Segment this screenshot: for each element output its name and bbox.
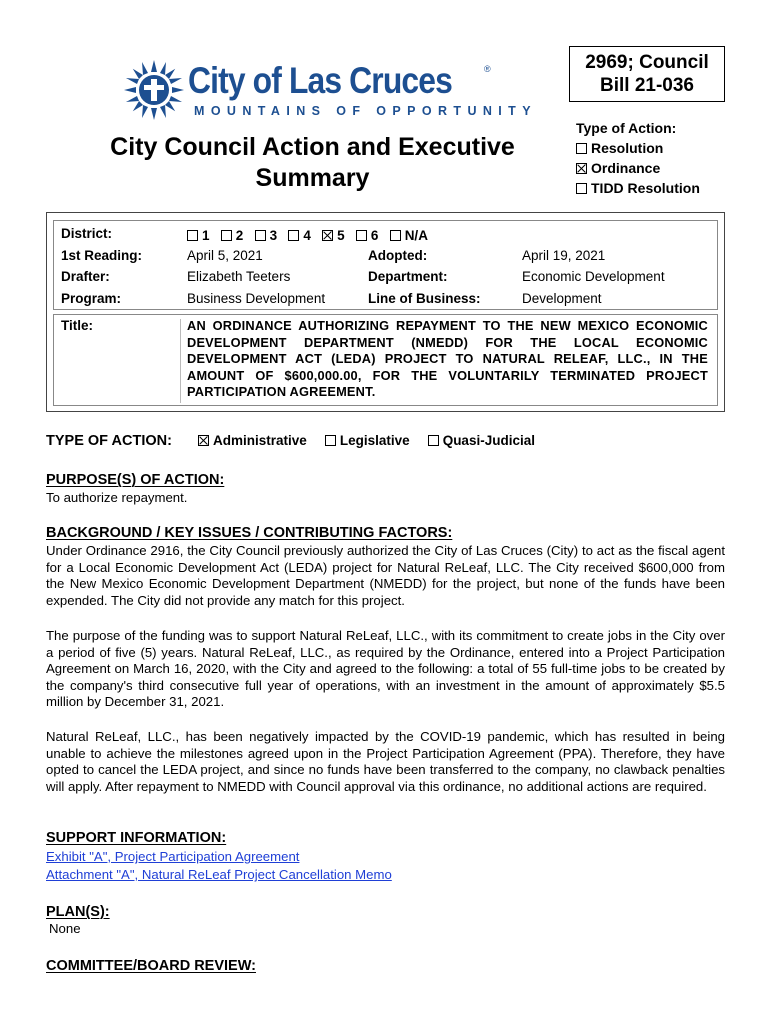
purpose-heading: PURPOSE(S) OF ACTION: [46,472,225,488]
type-of-action-row [46,433,535,449]
first-reading-label: 1st Reading: [61,248,143,263]
type-of-action-label: TYPE OF ACTION: [46,433,172,449]
sun-cross-icon [122,58,186,122]
checkbox-icon [576,183,587,194]
title-value: AN ORDINANCE AUTHORIZING REPAYMENT TO THE NEW MEXICO ECONOMIC DEVELOPMENT DEPARTMENT (NMEDD) FOR THE LOCAL ECONOMIC DEVELOPMENT ACT (LEDA) PROJECT TO NATURAL RELEAF, LLC., IN THE AMOUNT OF $600,000.00, FOR THE VOLUNTARILY TERMINATED PROJECT PARTICIPATION AGREEMENT. [187,318,708,399]
plans-text: None [49,921,81,936]
background-para-2: The purpose of the funding was to support Natural ReLeaf, LLC., with its commitment to create jobs in the City over a period of five (5) years. Natural ReLeaf, LLC., as required by the Ordinance, entered into a Project Participation Agreement on March 16, 2020, with the City and agreed to the following: a total of 55 full-time jobs to be created by the company's third consecutive full year of operations, with an investment in the amount of approximately $5.5 million by December 31, 2021. [46,628,725,709]
committee-heading: COMMITTEE/BOARD REVIEW: [46,958,256,974]
district-6[interactable]: 6 [356,228,379,243]
purpose-text: To authorize repayment. [46,490,188,505]
adopted-value: April 19, 2021 [522,248,606,263]
type-quasi-judicial[interactable]: Quasi-Judicial [428,433,535,448]
line-of-business-label: Line of Business: [368,291,481,306]
title-label: Title: [61,318,94,333]
header-action-type [576,118,700,198]
background-heading: BACKGROUND / KEY ISSUES / CONTRIBUTING FACTORS: [46,525,453,541]
support-heading: SUPPORT INFORMATION: [46,830,227,846]
checkbox-checked-icon [576,163,587,174]
page-title-line1: City Council Action and Executive [110,133,515,161]
district-4[interactable]: 4 [288,228,311,243]
action-option-ordinance[interactable]: Ordinance [576,158,700,178]
type-legislative[interactable]: Legislative [325,433,410,448]
drafter-label: Drafter: [61,269,110,284]
plans-heading: PLAN(S): [46,904,110,920]
action-option-resolution[interactable]: Resolution [576,138,700,158]
exhibit-a-link[interactable]: Exhibit "A", Project Participation Agreement [46,849,300,864]
action-option-tidd[interactable]: TIDD Resolution [576,178,700,198]
type-administrative[interactable]: Administrative [198,433,307,448]
first-reading-value: April 5, 2021 [187,248,263,263]
page-title-line2: Summary [255,164,370,192]
district-1[interactable]: 1 [187,228,210,243]
program-label: Program: [61,291,122,306]
bill-number-box [569,46,725,102]
bill-line1: 2969; Council [585,52,709,73]
city-logo [122,58,537,122]
bill-line2: Bill 21-036 [600,75,694,96]
type-of-action-label: Type of Action: [576,120,677,136]
page-title [90,132,535,194]
attachment-a-link[interactable]: Attachment "A", Natural ReLeaf Project Cancellation Memo [46,867,392,882]
department-value: Economic Development [522,269,665,284]
district-3[interactable]: 3 [255,228,278,243]
program-value: Business Development [187,291,326,306]
logo-tagline: MOUNTAINS OF OPPORTUNITY [194,104,537,118]
district-na[interactable]: N/A [390,228,428,243]
logo-title: City of Las Cruces [188,60,452,101]
district-2[interactable]: 2 [221,228,244,243]
background-para-3: Natural ReLeaf, LLC., has been negatively impacted by the COVID-19 pandemic, which has resulted in being unable to achieve the milestones agreed upon in the Project Participation Agreement (PPA). Therefore, they have opted to cancel the LEDA project, and since no funds have been transferred to the company, no clawback penalties will apply. After repayment to NMEDD with Council approval via this ordinance, no additional actions are required. [46,729,725,794]
district-label: District: [61,226,113,241]
district-5[interactable]: 5 [322,228,345,243]
drafter-value: Elizabeth Teeters [187,269,291,284]
checkbox-icon [576,143,587,154]
district-options [187,228,428,243]
department-label: Department: [368,269,448,284]
line-of-business-value: Development [522,291,602,306]
background-para-1: Under Ordinance 2916, the City Council previously authorized the City of Las Cruces (City) to act as the fiscal agent for a Local Economic Development Act (LEDA) project for Natural ReLeaf, LLC. The City received $600,000 from the New Mexico Economic Development Department (NMEDD) for the project, but none of the funds have been expended. The City did not provide any match for this project. [46,543,725,608]
registered-mark: ® [484,64,491,74]
adopted-label: Adopted: [368,248,428,263]
